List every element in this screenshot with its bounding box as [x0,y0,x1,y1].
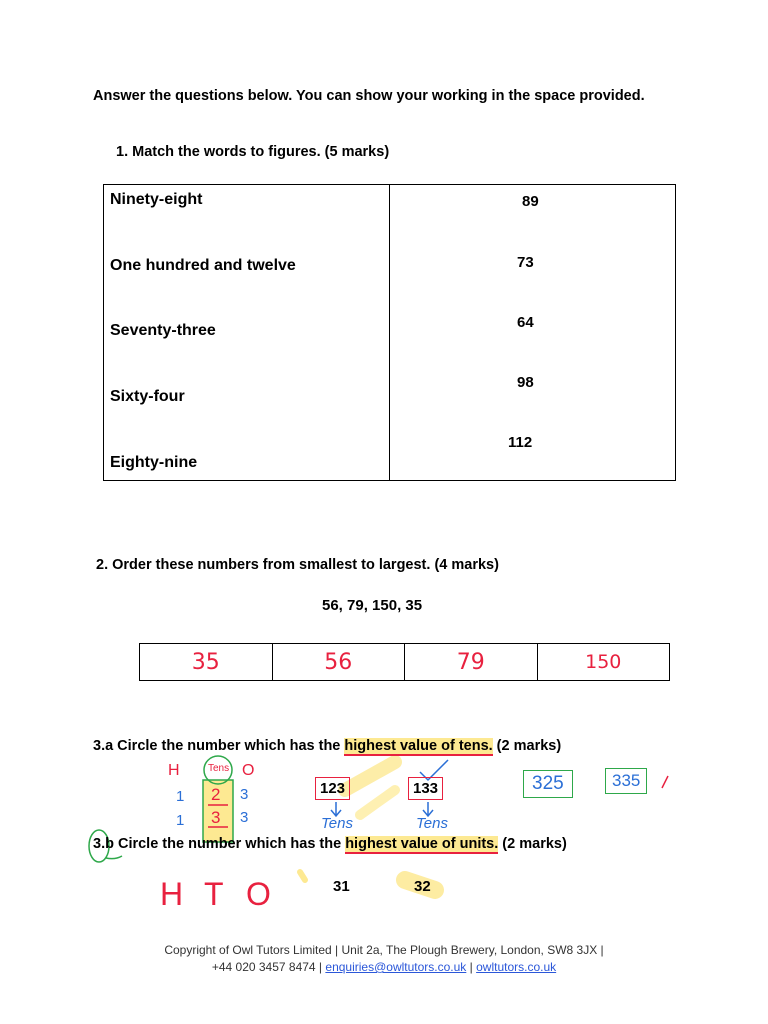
footer [0,942,768,976]
hto-t: T [204,876,224,912]
question-3b-title [93,836,567,852]
q3a-prefix: 3.a Circle the number which has the [93,738,345,754]
question-2-title: 2. Order these numbers from smallest to largest. (4 marks) [96,557,499,573]
o-label: O [242,762,255,779]
figure-item: 73 [517,254,534,271]
footer-separator: | [466,960,477,974]
pv-digit: 3 [240,786,249,803]
h-label: H [168,762,180,779]
answer-cell[interactable] [537,644,670,681]
figure-item: 98 [517,374,534,391]
footer-line-2 [0,959,768,976]
question-1-title: 1. Match the words to figures. (5 marks) [116,144,390,160]
boxed-number: 335 [605,768,647,794]
hto-o: O [246,876,271,912]
pv-digit: 3 [211,808,221,827]
word-item: One hundred and twelve [110,257,296,274]
q3b-option[interactable]: 31 [333,878,350,895]
q3b-suffix: (2 marks) [498,836,567,852]
figures-column [390,185,676,481]
q3a-option[interactable]: 133 [408,777,443,800]
instructions: Answer the questions below. You can show your working in the space provided. [93,88,645,104]
figure-item: 64 [517,314,534,331]
pv-digit: 1 [176,788,185,805]
figure-item: 89 [522,193,539,210]
question-3a-title [93,738,561,754]
website-link[interactable]: owltutors.co.uk [476,960,557,974]
q3a-suffix: (2 marks) [492,738,562,754]
q3a-highlight: highest value of tens. [344,738,493,754]
q3b-option[interactable]: 32 [414,878,431,895]
answer-cell[interactable] [405,644,538,681]
pv-digit: 1 [176,812,185,829]
handwritten-answer: 35 [191,649,220,675]
answer-cell[interactable] [272,644,405,681]
question-2-numbers: 56, 79, 150, 35 [322,597,423,614]
words-column [104,185,390,481]
tens-label: Tens [208,763,230,774]
boxed-number: 325 [523,770,573,798]
match-table [103,184,676,481]
pv-digit: 3 [240,809,249,826]
word-item: Eighty-nine [110,454,198,471]
tens-note: Tens [416,815,448,832]
email-link[interactable]: enquiries@owltutors.co.uk [325,960,467,974]
word-item: Ninety-eight [110,191,203,208]
handwritten-answer: 79 [456,649,485,675]
hto-h: H [160,876,184,912]
handwritten-answer: 56 [324,649,353,675]
figure-item: 112 [508,434,533,451]
word-item: Seventy-three [110,322,216,339]
order-answer-table [139,643,670,681]
handwritten-answer: 150 [585,651,622,673]
footer-phone: +44 020 3457 8474 | [211,960,326,974]
tens-note: Tens [321,815,353,832]
word-item: Sixty-four [110,388,185,405]
q3b-highlight: highest value of units. [345,836,499,852]
q3b-prefix: 3.b Circle the number which has the [93,836,346,852]
pv-digit: 2 [211,785,221,804]
footer-line-1: Copyright of Owl Tutors Limited | Unit 2a, The Plough Brewery, London, SW8 3JX | [164,943,604,957]
handwritten-annotations [0,730,768,920]
q3a-option[interactable]: 123 [315,777,350,800]
answer-cell[interactable] [140,644,273,681]
